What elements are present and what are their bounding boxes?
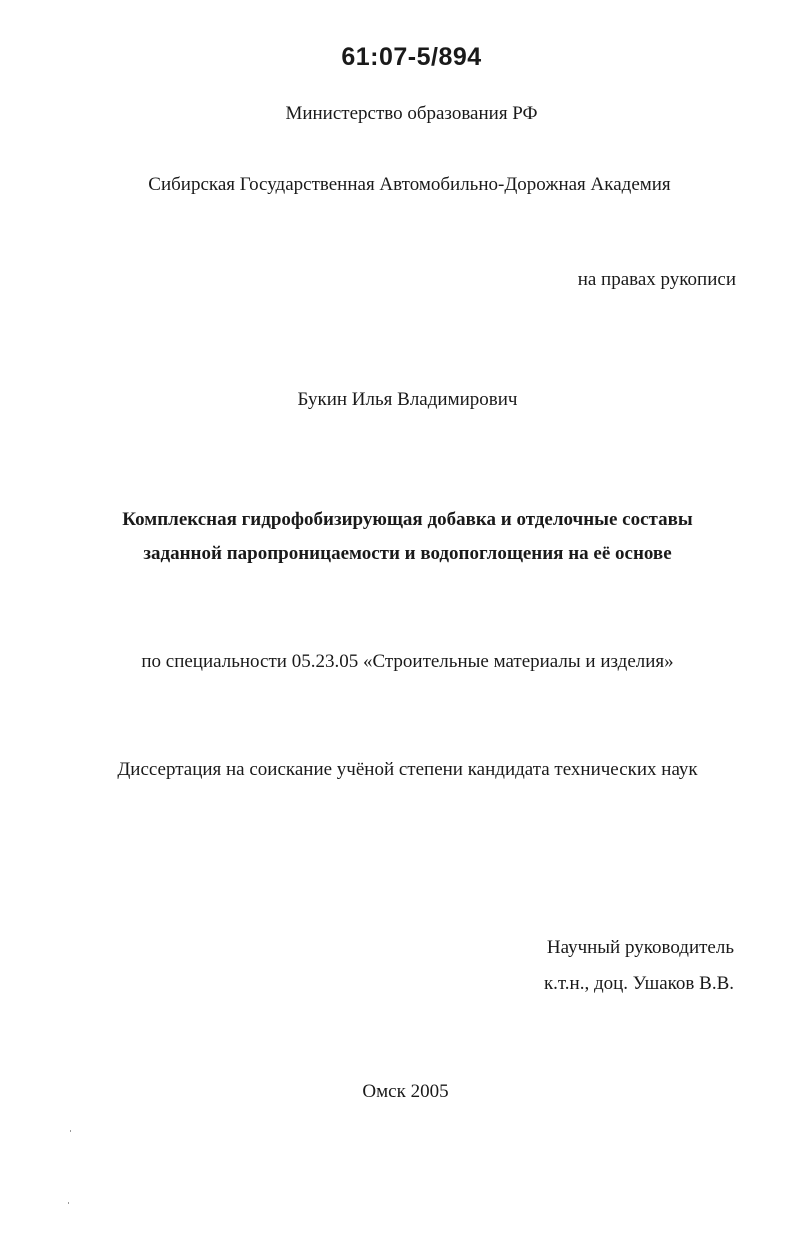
ministry-name: Министерство образования РФ [285,103,538,124]
supervisor-label: Научный руководитель [546,937,734,958]
degree-line: Диссертация на соискание учёной степени кандидата технических наук [117,759,698,780]
thesis-title-line-1: Комплексная гидрофобизирующая добавка и отделочные составы [122,509,693,530]
archive-stamp-number: 61:07-5/894 [341,43,482,71]
place-and-year: Омск 2005 [362,1081,449,1102]
supervisor-name: к.т.н., доц. Ушаков В.В. [543,973,734,994]
specialty-line: по специальности 05.23.05 «Строительные материалы и изделия» [141,651,674,672]
thesis-title-line-2: заданной паропроницаемости и водопоглощения на её основе [143,543,672,564]
scan-speck [68,1202,69,1204]
manuscript-note: на правах рукописи [577,269,736,290]
author-name: Букин Илья Владимирович [297,389,518,410]
scan-speck [70,1130,71,1132]
academy-name: Сибирская Государственная Автомобильно-Дорожная Академия [148,174,671,195]
